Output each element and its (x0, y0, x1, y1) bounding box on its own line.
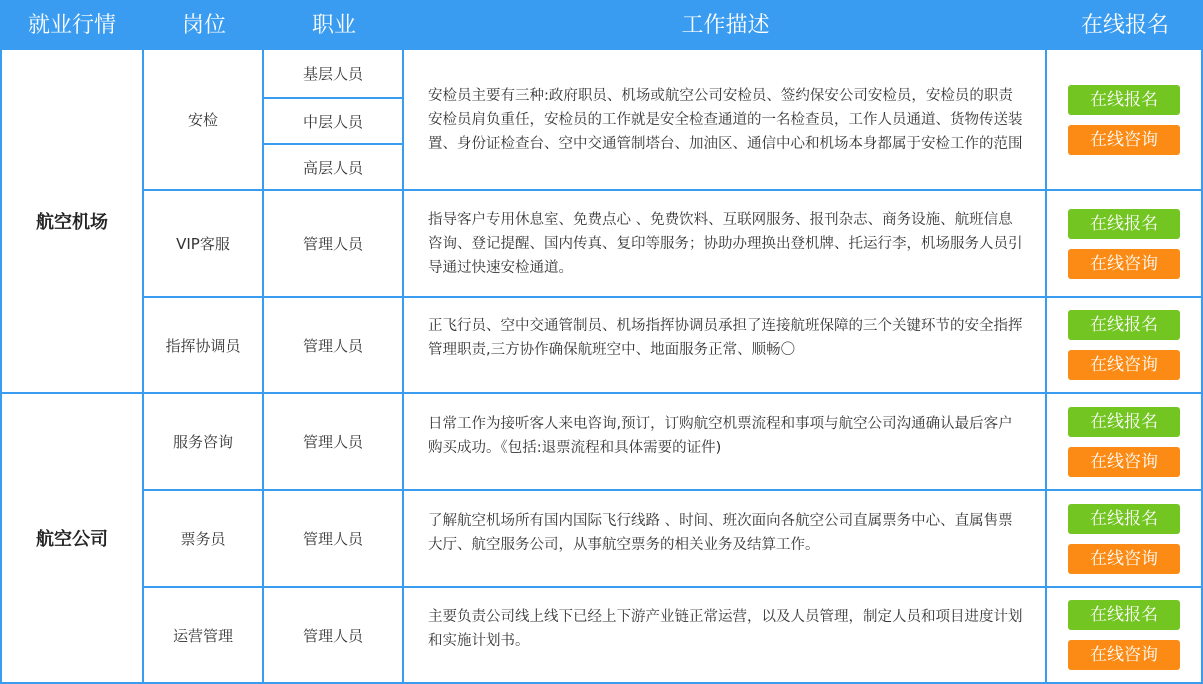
description-ticket-agent (404, 491, 1047, 588)
description-vip-service (404, 191, 1047, 298)
actions-ticket-agent (1047, 491, 1203, 588)
consult-button[interactable]: 在线咨询 (1068, 125, 1180, 155)
post-security: 安检 (144, 50, 264, 191)
actions-operations (1047, 588, 1203, 684)
level-management: 管理人员 (264, 491, 404, 588)
post-coordinator: 指挥协调员 (144, 298, 264, 394)
level-management: 管理人员 (264, 298, 404, 394)
header-post: 岗位 (181, 13, 226, 38)
level-middle: 中层人员 (264, 99, 404, 145)
consult-button[interactable]: 在线咨询 (1068, 544, 1180, 574)
consult-button[interactable]: 在线咨询 (1068, 447, 1180, 477)
description-operations (404, 588, 1047, 684)
description-text: 主要负责公司线上线下已经上下游产业链正常运营，以及人员管理，制定人员和项目进度计划和实施计划书。 (428, 609, 1023, 649)
signup-button[interactable]: 在线报名 (1068, 85, 1180, 115)
industry-airport: 航空机场 (0, 50, 144, 394)
header-industry: 就业行情 (27, 13, 116, 38)
post-service-consult: 服务咨询 (144, 394, 264, 491)
consult-button[interactable]: 在线咨询 (1068, 640, 1180, 670)
description-service-consult (404, 394, 1047, 491)
signup-button[interactable]: 在线报名 (1068, 310, 1180, 340)
description-coordinator (404, 298, 1047, 394)
description-text: 指导客户专用休息室、免费点心 、免费饮料、互联网服务、报刊杂志、商务设施、航班信息咨询、登记提醒、国内传真、复印等服务；协助办理换出登机牌、托运行李，机场服务人员引导通过快速安检通道。 (428, 211, 1023, 276)
description-text: 日常工作为接听客人来电咨询,预订，订购航空机票流程和事项与航空公司沟通确认最后客户购买成功。《包括:退票流程和具体需要的证件) (428, 415, 1013, 456)
signup-button[interactable]: 在线报名 (1068, 407, 1180, 437)
header-occupation: 职业 (311, 13, 356, 38)
signup-button[interactable]: 在线报名 (1068, 504, 1180, 534)
actions-security (1047, 50, 1203, 191)
header-description: 工作描述 (681, 13, 770, 38)
post-operations: 运营管理 (144, 588, 264, 684)
level-senior: 高层人员 (264, 145, 404, 191)
actions-coordinator (1047, 298, 1203, 394)
post-vip-service: VIP客服 (144, 191, 264, 298)
actions-vip-service (1047, 191, 1203, 298)
signup-button[interactable]: 在线报名 (1068, 600, 1180, 630)
post-ticket-agent: 票务员 (144, 491, 264, 588)
consult-button[interactable]: 在线咨询 (1068, 350, 1180, 380)
level-management: 管理人员 (264, 191, 404, 298)
level-management: 管理人员 (264, 394, 404, 491)
header-signup: 在线报名 (1080, 13, 1169, 38)
signup-button[interactable]: 在线报名 (1068, 209, 1180, 239)
table-header (0, 0, 1203, 50)
level-basic: 基层人员 (264, 50, 404, 99)
industry-airline: 航空公司 (0, 394, 144, 684)
description-text: 正飞行员、空中交通管制员、机场指挥协调员承担了连接航班保障的三个关键环节的安全指挥管理职责,三方协作确保航班空中、地面服务正常、顺畅〇 (428, 318, 1023, 358)
consult-button[interactable]: 在线咨询 (1068, 249, 1180, 279)
description-text: 安检员主要有三种:政府职员、机场或航空公司安检员、签约保安公司安检员，安检员的职责安检员肩负重任，安检员的工作就是安全检查通道的一名检查员，工作人员通道、货物传送装置、身份证检查台、空中交通管制塔台、加油区、通信中心和机场本身都属于安检工作的范围 (428, 87, 1023, 152)
level-management: 管理人员 (264, 588, 404, 684)
description-security (404, 50, 1047, 191)
description-text: 了解航空机场所有国内国际飞行线路 、时间、班次面向各航空公司直属票务中心、直属售票大厅、航空服务公司，从事航空票务的相关业务及结算工作。 (428, 512, 1013, 553)
actions-service-consult (1047, 394, 1203, 491)
